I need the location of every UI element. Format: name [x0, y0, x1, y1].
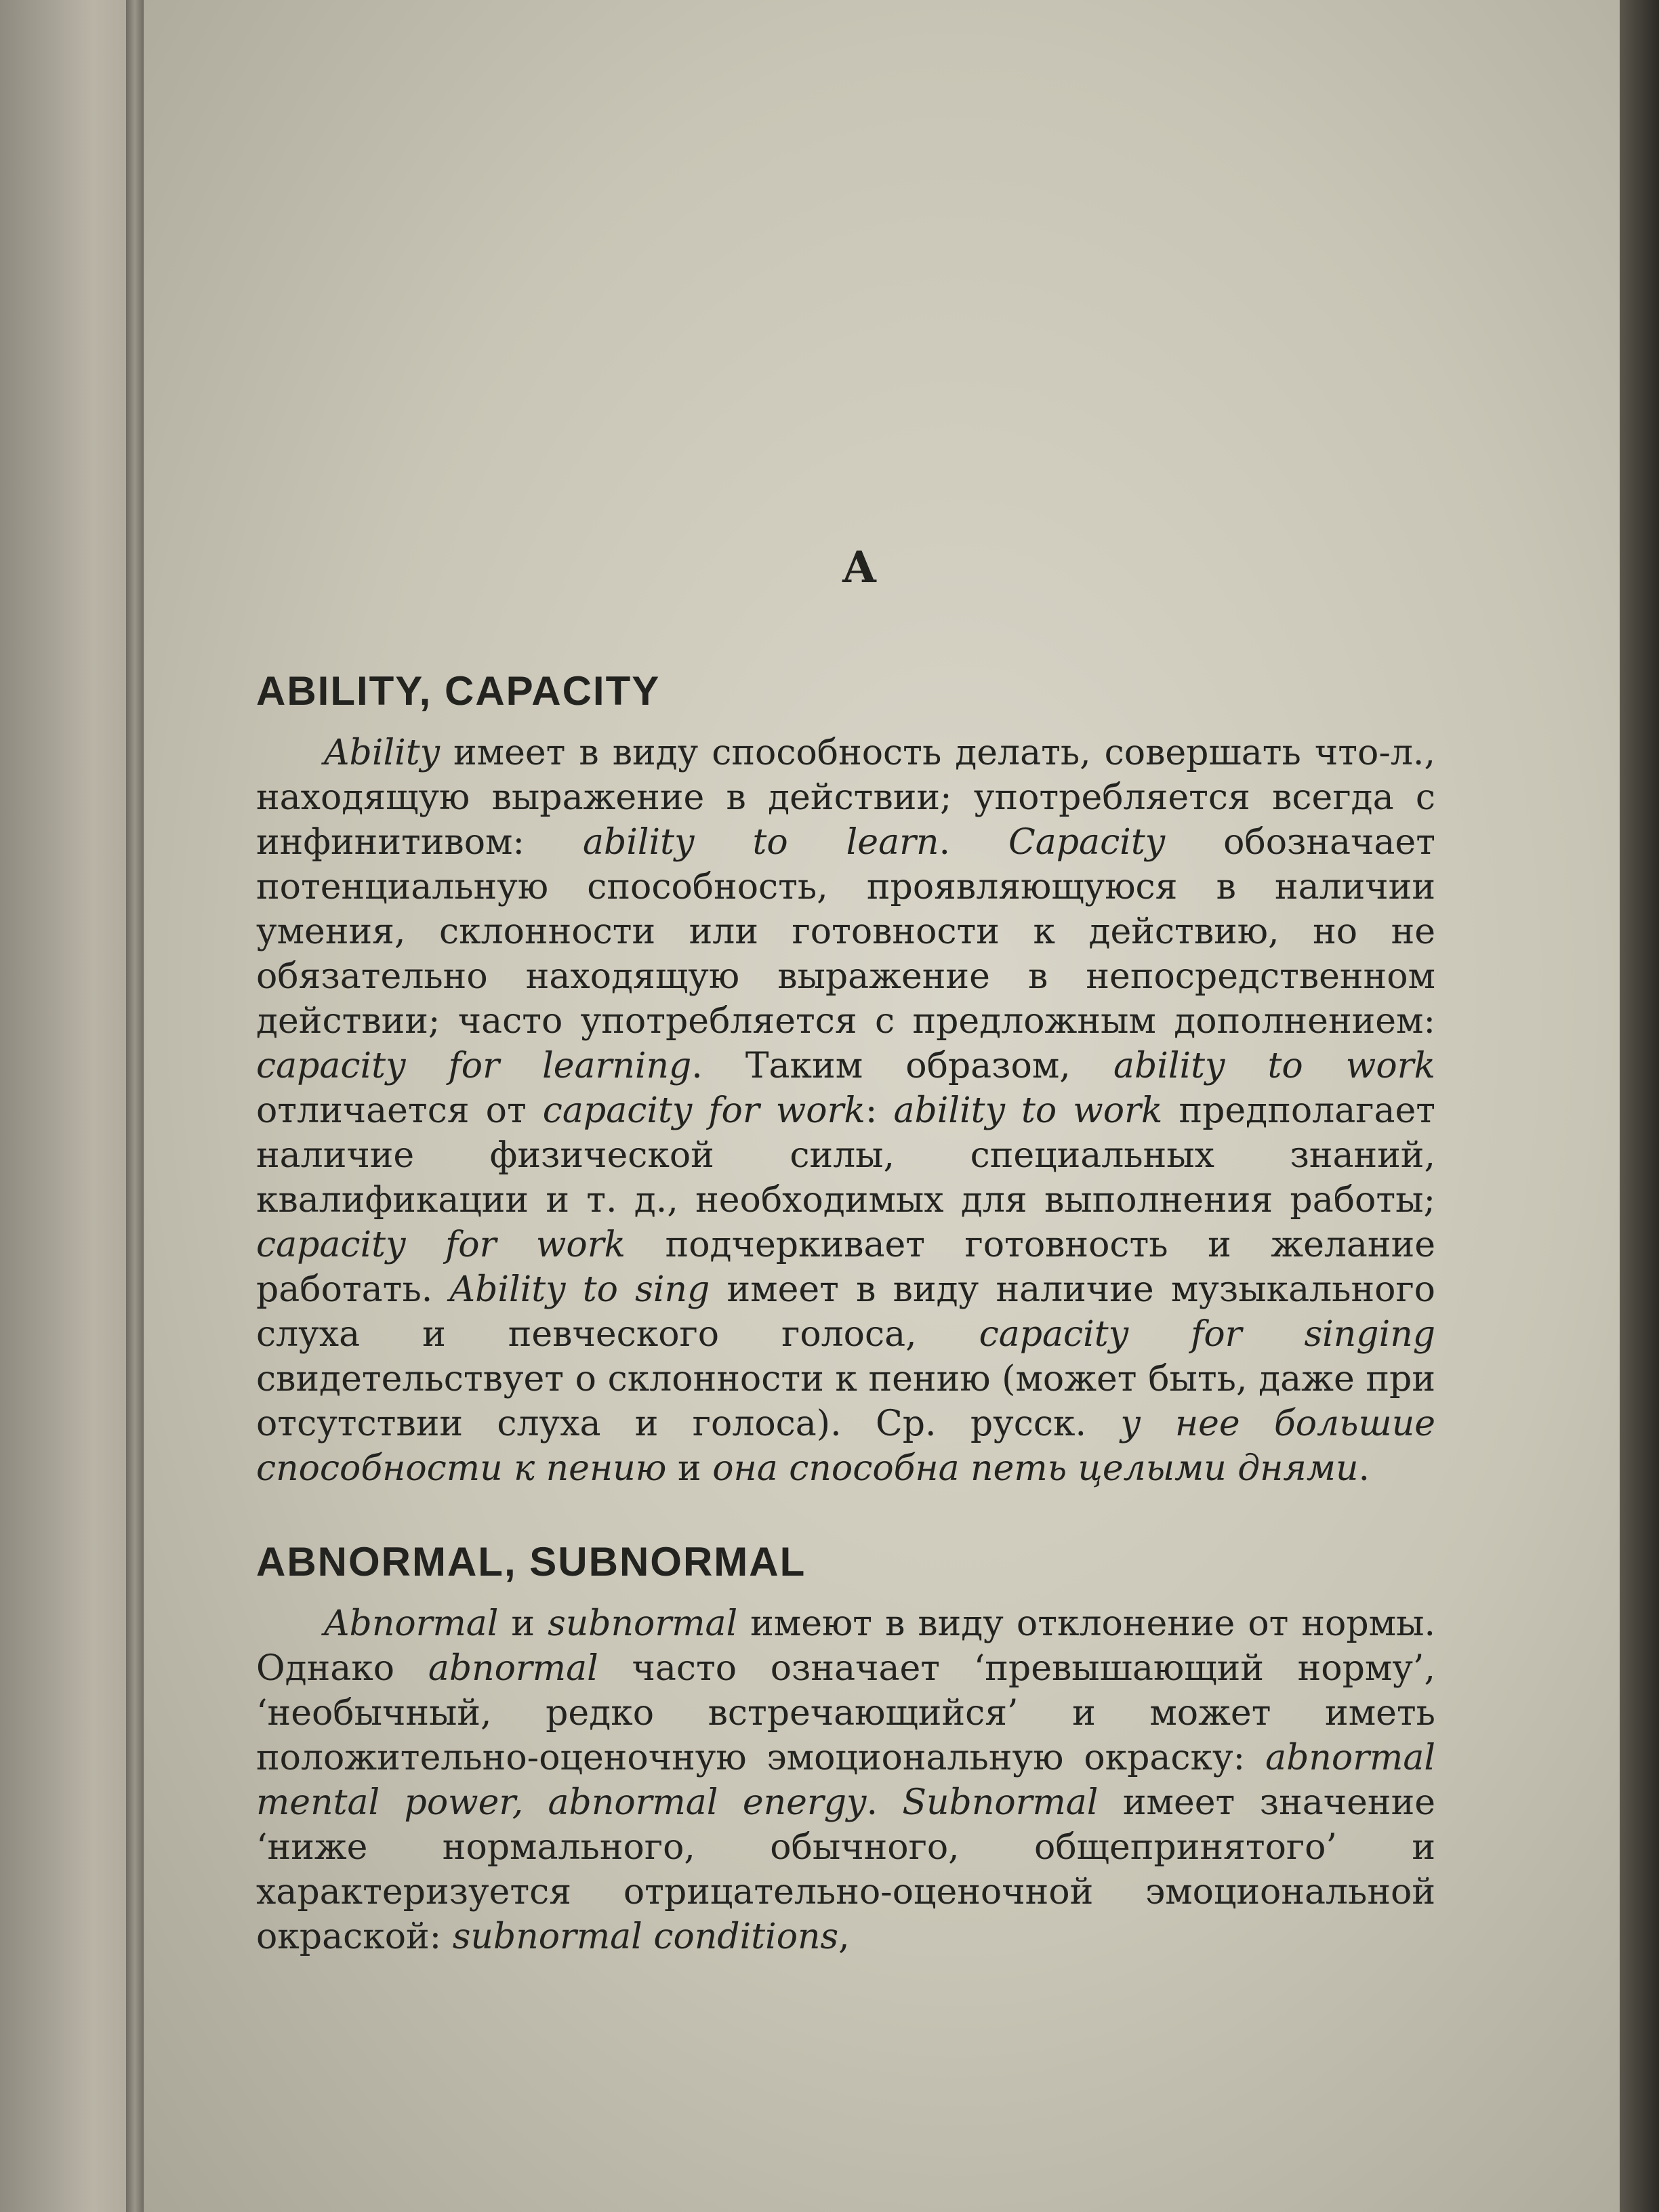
book-spine: [126, 0, 144, 2212]
body-text: имеет в виду наличие музыкального слуха и певческого голоса,: [256, 1269, 1435, 1355]
page-content: [256, 542, 1435, 2007]
example-phrase: Abnormal: [324, 1603, 499, 1644]
example-phrase: Ability to sing: [449, 1269, 710, 1310]
entry-title-ability-capacity: ABILITY, CAPACITY: [256, 668, 661, 714]
body-text: .: [1358, 1448, 1370, 1489]
body-text: и: [666, 1448, 713, 1489]
body-text: предполагает наличие физической силы, специальных знаний, квалификации и т. д., необходимых для выполнения работы;: [256, 1090, 1435, 1221]
body-text: имеет в виду способность делать, совершать что-л., находящую выражение в действии; употребляется всегда с инфинитивом:: [256, 733, 1435, 863]
example-phrase: ability to learn: [582, 822, 939, 863]
example-phrase: она способна петь целыми днями: [712, 1448, 1359, 1489]
example-phrase: у нее большие способности к пению: [256, 1404, 1435, 1489]
example-phrase: ability to work: [893, 1090, 1163, 1131]
example-phrase: ability to work: [1113, 1046, 1435, 1086]
example-phrase: capacity for work: [256, 1225, 626, 1265]
example-phrase: capacity for singing: [979, 1314, 1435, 1355]
entry-title-abnormal-subnormal: ABNORMAL, SUBNORMAL: [256, 1539, 806, 1584]
body-text: свидетельствует о склонности к пению (может быть, даже при отсутствии слуха и голоса). Ср. русск.: [256, 1359, 1435, 1444]
body-text: имеют в виду отклонение от нормы. Однако: [256, 1603, 1435, 1689]
entry-body-ability-capacity: [256, 731, 1435, 1491]
body-text: часто означает ‘превышающий норму’, ‘необычный, редко встречающийся’ и может иметь положительно-оценочную эмоциональную окраску:: [256, 1648, 1435, 1778]
example-phrase: subnormal conditions: [452, 1917, 839, 1957]
page-edge-right: [1620, 0, 1659, 2212]
example-phrase: subnormal: [548, 1603, 738, 1644]
body-text: . Таким образом,: [691, 1046, 1113, 1086]
example-phrase: abnormal: [428, 1648, 598, 1689]
example-phrase: Ability: [324, 733, 441, 773]
example-phrase: capacity for learning: [256, 1046, 692, 1086]
body-text: подчеркивает готовность и желание работать.: [256, 1225, 1436, 1310]
body-text: обозначает потенциальную способность, проявляющуюся в наличии умения, склонности или готовности к действию, но не обязательно находящую выражение в непосредственном действии; часто употребляется с предложным дополнением:: [256, 822, 1435, 1042]
section-letter: А: [841, 542, 878, 593]
example-phrase: Subnormal: [902, 1782, 1099, 1823]
body-text: имеет значение ‘ниже нормального, обычного, общепринятого’ и характеризуется отрицательно-оценочной эмоциональной окраской:: [256, 1782, 1435, 1957]
entry-body-abnormal-subnormal: [256, 1601, 1435, 1959]
body-text: ,: [838, 1917, 850, 1957]
example-phrase: abnormal mental power, abnormal energy: [256, 1738, 1435, 1823]
example-phrase: capacity for work: [542, 1090, 865, 1131]
body-text: .: [866, 1782, 903, 1823]
body-text: .: [939, 822, 1008, 863]
body-text: и: [498, 1603, 548, 1644]
body-text: :: [865, 1090, 894, 1131]
body-text: отличается от: [256, 1090, 543, 1131]
example-phrase: Capacity: [1008, 822, 1166, 863]
